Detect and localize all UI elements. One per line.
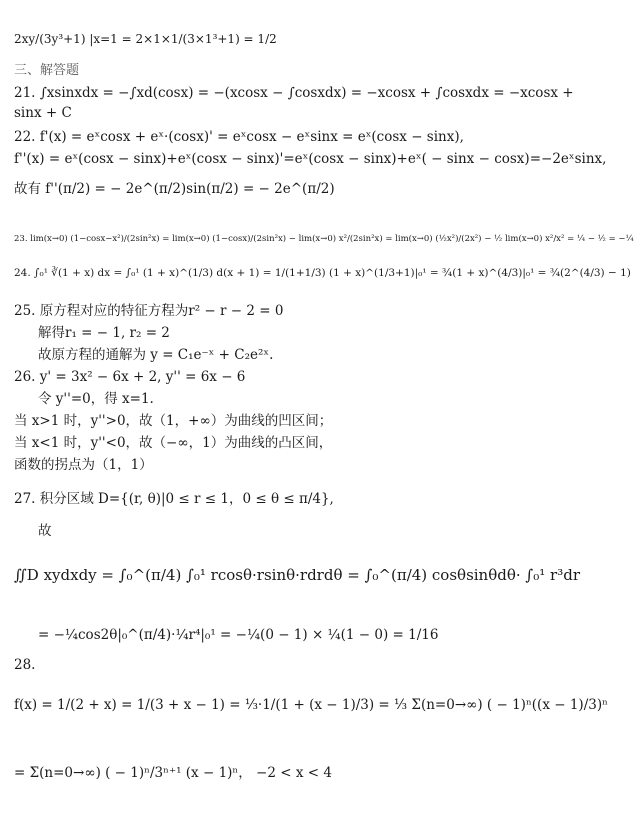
problem-26-line-4: 当 x<1 时，y''<0，故（−∞，1）为曲线的凸区间， [14, 435, 333, 451]
problem-27-line-2: 故 [38, 523, 52, 539]
line-top-fraction: 2xy/(3y³+1) |x=1 = 2×1×1/(3×1³+1) = 1/2 [14, 32, 277, 46]
problem-21-line-2: sinx + C [14, 105, 72, 121]
problem-28-line-2: = Σ(n=0→∞) ( − 1)ⁿ/3ⁿ⁺¹ (x − 1)ⁿ， −2 < x < 4 [14, 765, 332, 781]
problem-22-line-2: f''(x) = eˣ(cosx − sinx)+eˣ(cosx − sinx)'=eˣ(cosx − sinx)+eˣ( − sinx − cosx)=−2eˣsinx, [14, 151, 607, 167]
section-heading: 三、解答题 [14, 63, 80, 78]
problem-23-line: 23. lim(x→0) (1−cosx−x²)/(2sin²x) = lim(x→0) (1−cosx)/(2sin²x) − lim(x→0) x²/(2sin²x) = lim(x→0) (½x²)/(2x²) − ½ lim(x→0) x²/x² = ¼ − ½ = −¼ [14, 234, 634, 244]
problem-25-line-2: 解得r₁ = − 1, r₂ = 2 [38, 325, 170, 341]
problem-28-number: 28. [14, 657, 36, 673]
problem-27-line-4: = −¼cos2θ|₀^(π/4)·¼r⁴|₀¹ = −¼(0 − 1) × ¼(1 − 0) = 1/16 [38, 627, 439, 643]
problem-26-line-3: 当 x>1 时，y''>0，故（1，+∞）为曲线的凹区间； [14, 413, 333, 429]
problem-22-line-1: 22. f'(x) = eˣcosx + eˣ·(cosx)' = eˣcosx − eˣsinx = eˣ(cosx − sinx), [14, 129, 464, 145]
problem-28-line-1: f(x) = 1/(2 + x) = 1/(3 + x − 1) = ⅓·1/(1 + (x − 1)/3) = ⅓ Σ(n=0→∞) ( − 1)ⁿ((x − 1)/3)ⁿ [14, 697, 608, 713]
problem-26-line-1: 26. y' = 3x² − 6x + 2, y'' = 6x − 6 [14, 369, 246, 385]
problem-26-line-2: 令 y''=0，得 x=1. [38, 391, 154, 407]
problem-26-line-5: 函数的拐点为（1，1） [14, 457, 153, 473]
problem-22-line-3: 故有 f''(π/2) = − 2e^(π/2)sin(π/2) = − 2e^(π/2) [14, 181, 335, 197]
problem-25-line-1: 25. 原方程对应的特征方程为r² − r − 2 = 0 [14, 303, 284, 319]
problem-27-line-1: 27. 积分区域 D={(r, θ)|0 ≤ r ≤ 1，0 ≤ θ ≤ π/4}, [14, 491, 334, 507]
problem-25-line-3: 故原方程的通解为 y = C₁e⁻ˣ + C₂e²ˣ. [38, 347, 274, 363]
problem-24-line: 24. ∫₀¹ ∛(1 + x) dx = ∫₀¹ (1 + x)^(1/3) d(x + 1) = 1/(1+1/3) (1 + x)^(1/3+1)|₀¹ = ¾(1 + x)^(4/3)|₀¹ = ¾(2^(4/3) − 1) [14, 267, 631, 279]
problem-21-line-1: 21. ∫xsinxdx = −∫xd(cosx) = −(xcosx − ∫cosxdx) = −xcosx + ∫cosxdx = −xcosx + [14, 85, 574, 101]
problem-27-line-3: ∬D xydxdy = ∫₀^(π/4) ∫₀¹ rcosθ·rsinθ·rdrdθ = ∫₀^(π/4) cosθsinθdθ· ∫₀¹ r³dr [14, 566, 580, 584]
